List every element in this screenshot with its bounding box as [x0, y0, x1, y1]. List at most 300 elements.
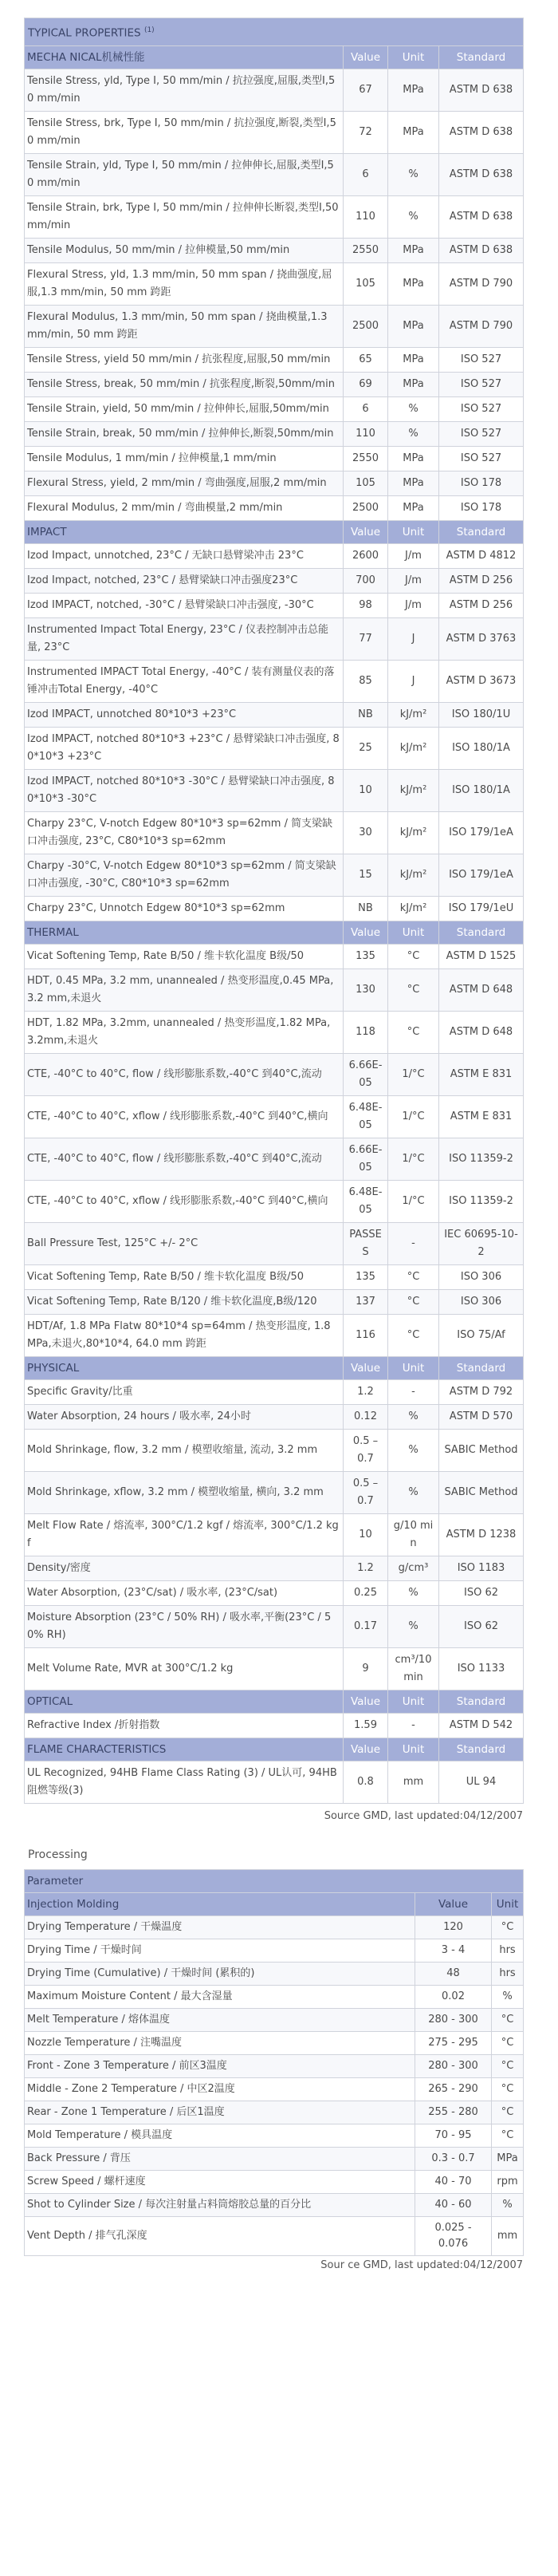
property-value: 15	[344, 854, 388, 896]
property-unit: kJ/m²	[388, 727, 439, 769]
property-name: Mold Shrinkage, flow, 3.2 mm / 模塑收缩量, 流动, 3.2 mm	[25, 1429, 344, 1471]
property-name: Izod Impact, unnotched, 23°C / 无缺口悬臂梁冲击 23°C	[25, 543, 344, 568]
unit-column-header: Unit	[388, 520, 439, 543]
property-standard: ISO 180/1A	[439, 727, 524, 769]
property-unit: g/cm³	[388, 1556, 439, 1580]
property-value: 65	[344, 347, 388, 372]
property-row	[25, 1095, 524, 1138]
property-unit: cm³/10 min	[388, 1647, 439, 1690]
property-value: NB	[344, 896, 388, 921]
property-value: 0.12	[344, 1404, 388, 1429]
unit-column-header: Unit	[388, 1356, 439, 1379]
processing-unit: mm	[492, 2217, 524, 2256]
property-unit: -	[388, 1222, 439, 1264]
property-unit: mm	[388, 1761, 439, 1803]
processing-row	[25, 2009, 524, 2032]
property-value: 1.2	[344, 1379, 388, 1404]
property-value: 116	[344, 1314, 388, 1356]
processing-body	[25, 1870, 524, 2256]
typical-properties-table	[24, 18, 524, 1804]
property-row	[25, 660, 524, 702]
processing-unit: rpm	[492, 2171, 524, 2194]
standard-column-header: Standard	[439, 1738, 524, 1761]
property-row	[25, 1379, 524, 1404]
property-row	[25, 617, 524, 660]
property-standard: ISO 75/Af	[439, 1314, 524, 1356]
processing-row	[25, 1986, 524, 2009]
typical-properties-body	[25, 18, 524, 1804]
unit-column-header: Unit	[388, 1738, 439, 1761]
property-row	[25, 495, 524, 520]
processing-parameter: Mold Temperature / 模具温度	[25, 2124, 415, 2148]
property-unit: %	[388, 1580, 439, 1605]
unit-column-header: Unit	[388, 45, 439, 69]
property-unit: J/m	[388, 543, 439, 568]
property-name: Tensile Strain, brk, Type I, 50 mm/min / 拉伸伸长断裂,类型I,50 mm/min	[25, 195, 344, 238]
value-column-header: Value	[344, 45, 388, 69]
property-value: 110	[344, 195, 388, 238]
property-value: 2500	[344, 305, 388, 347]
property-standard: ASTM D 792	[439, 1379, 524, 1404]
property-value: 6.48E-05	[344, 1180, 388, 1222]
property-standard: ISO 1133	[439, 1647, 524, 1690]
section-header-row	[25, 520, 524, 543]
property-standard: ASTM D 570	[439, 1404, 524, 1429]
property-unit: kJ/m²	[388, 854, 439, 896]
property-unit: °C	[388, 1314, 439, 1356]
property-name: Mold Shrinkage, xflow, 3.2 mm / 模塑收缩量, 横向, 3.2 mm	[25, 1471, 344, 1513]
property-value: 6.66E-05	[344, 1053, 388, 1095]
property-unit: kJ/m²	[388, 702, 439, 727]
processing-parameter: Vent Depth / 排气孔深度	[25, 2217, 415, 2256]
property-value: 6	[344, 396, 388, 421]
property-standard: ASTM D 638	[439, 69, 524, 111]
property-standard: ASTM D 648	[439, 1011, 524, 1053]
property-name: HDT, 0.45 MPa, 3.2 mm, unannealed / 热变形温度,0.45 MPa, 3.2 mm,未退火	[25, 968, 344, 1011]
processing-title: Processing	[28, 1848, 88, 1861]
property-unit: °C	[388, 1011, 439, 1053]
property-row	[25, 1180, 524, 1222]
property-row	[25, 1605, 524, 1647]
property-row	[25, 471, 524, 495]
processing-value: 280 - 300	[415, 2055, 492, 2078]
processing-parameter: Nozzle Temperature / 注嘴温度	[25, 2032, 415, 2055]
property-standard: ISO 179/1eU	[439, 896, 524, 921]
processing-row	[25, 1916, 524, 1939]
processing-parameter: Melt Temperature / 熔体温度	[25, 2009, 415, 2032]
property-standard: ISO 306	[439, 1264, 524, 1289]
typical-properties-title-row	[25, 18, 524, 46]
property-standard: SABIC Method	[439, 1471, 524, 1513]
property-value: 2550	[344, 446, 388, 471]
section-title: THERMAL	[25, 921, 344, 944]
property-name: Moisture Absorption (23°C / 50% RH) / 吸水率,平衡(23°C / 50% RH)	[25, 1605, 344, 1647]
property-name: UL Recognized, 94HB Flame Class Rating (3) / UL认可, 94HB 阻燃等级(3)	[25, 1761, 344, 1803]
property-name: CTE, -40°C to 40°C, xflow / 线形膨胀系数,-40°C 到40°C,横向	[25, 1180, 344, 1222]
property-name: Tensile Strain, yield, 50 mm/min / 拉伸伸长,屈服,50mm/min	[25, 396, 344, 421]
property-unit: kJ/m²	[388, 811, 439, 854]
property-name: Refractive Index /折射指数	[25, 1713, 344, 1738]
property-name: CTE, -40°C to 40°C, flow / 线形膨胀系数,-40°C 到40°C,流动	[25, 1138, 344, 1180]
property-unit: MPa	[388, 471, 439, 495]
property-name: Water Absorption, 24 hours / 吸水率, 24小时	[25, 1404, 344, 1429]
property-row	[25, 347, 524, 372]
property-value: 9	[344, 1647, 388, 1690]
processing-parameter: Back Pressure / 背压	[25, 2148, 415, 2171]
property-value: 10	[344, 1513, 388, 1556]
property-row	[25, 262, 524, 305]
property-row	[25, 1556, 524, 1580]
property-value: 0.25	[344, 1580, 388, 1605]
property-name: Vicat Softening Temp, Rate B/120 / 维卡软化温度,B级/120	[25, 1289, 344, 1314]
property-value: 69	[344, 372, 388, 396]
property-row	[25, 1471, 524, 1513]
property-row	[25, 446, 524, 471]
property-unit: kJ/m²	[388, 769, 439, 811]
property-row	[25, 1264, 524, 1289]
property-standard: ASTM D 638	[439, 111, 524, 153]
processing-row	[25, 2055, 524, 2078]
property-row	[25, 372, 524, 396]
property-value: 25	[344, 727, 388, 769]
processing-row	[25, 2194, 524, 2217]
standard-column-header: Standard	[439, 45, 524, 69]
property-name: Izod IMPACT, notched 80*10*3 -30°C / 悬臂梁缺口冲击强度, 80*10*3 -30°C	[25, 769, 344, 811]
property-name: Melt Flow Rate / 熔流率, 300°C/1.2 kgf / 熔流率, 300°C/1.2 kgf	[25, 1513, 344, 1556]
property-row	[25, 593, 524, 617]
property-unit: J/m	[388, 593, 439, 617]
processing-value: 0.02	[415, 1986, 492, 2009]
processing-unit: hrs	[492, 1939, 524, 1963]
property-value: 98	[344, 593, 388, 617]
property-name: Charpy 23°C, Unnotch Edgew 80*10*3 sp=62mm	[25, 896, 344, 921]
property-standard: ISO 527	[439, 347, 524, 372]
property-unit: 1/°C	[388, 1095, 439, 1138]
property-name: Instrumented Impact Total Energy, 23°C / 仪表控制冲击总能量, 23°C	[25, 617, 344, 660]
processing-value: 275 - 295	[415, 2032, 492, 2055]
property-unit: -	[388, 1713, 439, 1738]
property-row	[25, 811, 524, 854]
property-unit: °C	[388, 1264, 439, 1289]
property-standard: ASTM E 831	[439, 1095, 524, 1138]
value-column-header: Value	[344, 921, 388, 944]
property-standard: ASTM D 256	[439, 568, 524, 593]
processing-parameter: Drying Time / 干燥时间	[25, 1939, 415, 1963]
processing-unit: °C	[492, 2101, 524, 2124]
property-value: 30	[344, 811, 388, 854]
property-name: Tensile Stress, yield 50 mm/min / 抗张程度,屈服,50 mm/min	[25, 347, 344, 372]
property-unit: 1/°C	[388, 1138, 439, 1180]
property-name: Tensile Modulus, 1 mm/min / 拉伸模量,1 mm/min	[25, 446, 344, 471]
property-name: Ball Pressure Test, 125°C +/- 2°C	[25, 1222, 344, 1264]
property-standard: ASTM D 1238	[439, 1513, 524, 1556]
processing-unit: °C	[492, 1916, 524, 1939]
processing-parameter: Middle - Zone 2 Temperature / 中区2温度	[25, 2078, 415, 2101]
processing-parameter: Screw Speed / 螺杆速度	[25, 2171, 415, 2194]
property-standard: ASTM D 3763	[439, 617, 524, 660]
processing-value: 120	[415, 1916, 492, 1939]
property-value: 0.17	[344, 1605, 388, 1647]
property-row	[25, 1011, 524, 1053]
processing-row	[25, 1939, 524, 1963]
property-value: 2500	[344, 495, 388, 520]
processing-header-label: Parameter	[25, 1870, 524, 1893]
property-value: 85	[344, 660, 388, 702]
property-row	[25, 702, 524, 727]
property-name: Flexural Modulus, 1.3 mm/min, 50 mm span / 挠曲模量,1.3 mm/min, 50 mm 跨距	[25, 305, 344, 347]
property-unit: %	[388, 153, 439, 195]
property-unit: MPa	[388, 372, 439, 396]
processing-header-row	[25, 1870, 524, 1893]
property-unit: MPa	[388, 495, 439, 520]
property-value: 118	[344, 1011, 388, 1053]
processing-value: 70 - 95	[415, 2124, 492, 2148]
property-row	[25, 1429, 524, 1471]
property-row	[25, 568, 524, 593]
processing-parameter: Front - Zone 3 Temperature / 前区3温度	[25, 2055, 415, 2078]
property-unit: %	[388, 1429, 439, 1471]
property-unit: °C	[388, 968, 439, 1011]
property-value: 105	[344, 262, 388, 305]
property-unit: %	[388, 1404, 439, 1429]
property-standard: ISO 178	[439, 495, 524, 520]
property-row	[25, 111, 524, 153]
value-column-header: Value	[344, 1690, 388, 1713]
processing-row	[25, 2124, 524, 2148]
source-note-top: Source GMD, last updated:04/12/2007	[324, 1810, 523, 1822]
property-standard: ASTM D 638	[439, 153, 524, 195]
property-row	[25, 1053, 524, 1095]
property-name: Tensile Stress, yld, Type I, 50 mm/min / 抗拉强度,屈服,类型I,50 mm/min	[25, 69, 344, 111]
property-name: Water Absorption, (23°C/sat) / 吸水率, (23°C/sat)	[25, 1580, 344, 1605]
section-title: OPTICAL	[25, 1690, 344, 1713]
processing-row	[25, 2217, 524, 2256]
property-standard: ISO 179/1eA	[439, 811, 524, 854]
property-standard: ISO 178	[439, 471, 524, 495]
property-standard: ISO 62	[439, 1580, 524, 1605]
property-value: 67	[344, 69, 388, 111]
value-column-header: Value	[344, 1356, 388, 1379]
processing-parameter: Drying Temperature / 干燥温度	[25, 1916, 415, 1939]
section-title: FLAME CHARACTERISTICS	[25, 1738, 344, 1761]
unit-column-header: Unit	[388, 1690, 439, 1713]
property-standard: ASTM D 790	[439, 305, 524, 347]
property-unit: J	[388, 660, 439, 702]
processing-value: 265 - 290	[415, 2078, 492, 2101]
property-row	[25, 1314, 524, 1356]
section-header-row	[25, 1690, 524, 1713]
section-header-row	[25, 45, 524, 69]
property-value: 72	[344, 111, 388, 153]
processing-value: 48	[415, 1963, 492, 1986]
property-row	[25, 69, 524, 111]
property-row	[25, 238, 524, 262]
property-unit: MPa	[388, 262, 439, 305]
property-unit: 1/°C	[388, 1053, 439, 1095]
property-value: 110	[344, 421, 388, 446]
processing-row	[25, 2032, 524, 2055]
property-value: 0.8	[344, 1761, 388, 1803]
property-name: HDT/Af, 1.8 MPa Flatw 80*10*4 sp=64mm / 热变形温度, 1.8 MPa,未退火,80*10*4, 64.0 mm 跨距	[25, 1314, 344, 1356]
property-row	[25, 727, 524, 769]
property-name: Izod IMPACT, notched, -30°C / 悬臂梁缺口冲击强度, -30°C	[25, 593, 344, 617]
property-value: 77	[344, 617, 388, 660]
property-standard: IEC 60695-10-2	[439, 1222, 524, 1264]
section-header-row	[25, 921, 524, 944]
property-value: PASSES	[344, 1222, 388, 1264]
property-name: Izod IMPACT, unnotched 80*10*3 +23°C	[25, 702, 344, 727]
property-standard: ISO 11359-2	[439, 1138, 524, 1180]
processing-value: 255 - 280	[415, 2101, 492, 2124]
property-value: 105	[344, 471, 388, 495]
property-value: 700	[344, 568, 388, 593]
property-row	[25, 769, 524, 811]
property-unit: J/m	[388, 568, 439, 593]
property-row	[25, 1713, 524, 1738]
processing-row	[25, 2101, 524, 2124]
property-name: Tensile Stress, break, 50 mm/min / 抗张程度,断裂,50mm/min	[25, 372, 344, 396]
property-standard: ISO 527	[439, 372, 524, 396]
property-standard: UL 94	[439, 1761, 524, 1803]
property-name: Izod IMPACT, notched 80*10*3 +23°C / 悬臂梁缺口冲击强度, 80*10*3 +23°C	[25, 727, 344, 769]
property-row	[25, 1404, 524, 1429]
property-value: 130	[344, 968, 388, 1011]
standard-column-header: Standard	[439, 1356, 524, 1379]
property-value: 0.5 – 0.7	[344, 1471, 388, 1513]
property-name: Instrumented IMPACT Total Energy, -40°C / 装有测量仪表的落锤冲击Total Energy, -40°C	[25, 660, 344, 702]
property-row	[25, 153, 524, 195]
processing-value-header: Value	[415, 1893, 492, 1916]
property-row	[25, 1222, 524, 1264]
property-standard: ASTM D 638	[439, 238, 524, 262]
property-value: 6.48E-05	[344, 1095, 388, 1138]
processing-parameter: Rear - Zone 1 Temperature / 后区1温度	[25, 2101, 415, 2124]
section-title: PHYSICAL	[25, 1356, 344, 1379]
property-row	[25, 1289, 524, 1314]
processing-unit: %	[492, 1986, 524, 2009]
property-value: 6.66E-05	[344, 1138, 388, 1180]
property-row	[25, 1580, 524, 1605]
property-standard: ASTM D 256	[439, 593, 524, 617]
property-name: Tensile Modulus, 50 mm/min / 拉伸模量,50 mm/min	[25, 238, 344, 262]
property-row	[25, 305, 524, 347]
property-row	[25, 944, 524, 968]
property-row	[25, 543, 524, 568]
property-unit: MPa	[388, 111, 439, 153]
property-unit: 1/°C	[388, 1180, 439, 1222]
property-standard: ASTM E 831	[439, 1053, 524, 1095]
property-standard: ISO 179/1eA	[439, 854, 524, 896]
processing-unit: °C	[492, 2009, 524, 2032]
section-header-row	[25, 1738, 524, 1761]
processing-value: 0.025 - 0.076	[415, 2217, 492, 2256]
property-name: Charpy -30°C, V-notch Edgew 80*10*3 sp=62mm / 简支梁缺口冲击强度, -30°C, C80*10*3 sp=62mm	[25, 854, 344, 896]
property-standard: ASTM D 648	[439, 968, 524, 1011]
value-column-header: Value	[344, 1738, 388, 1761]
property-value: 0.5 – 0.7	[344, 1429, 388, 1471]
processing-row	[25, 2078, 524, 2101]
processing-unit: °C	[492, 2055, 524, 2078]
property-value: NB	[344, 702, 388, 727]
property-standard: ASTM D 790	[439, 262, 524, 305]
property-unit: %	[388, 396, 439, 421]
processing-section-row	[25, 1893, 524, 1916]
property-unit: kJ/m²	[388, 896, 439, 921]
property-unit: °C	[388, 1289, 439, 1314]
property-unit: MPa	[388, 347, 439, 372]
property-name: Tensile Strain, break, 50 mm/min / 拉伸伸长,断裂,50mm/min	[25, 421, 344, 446]
property-name: Izod Impact, notched, 23°C / 悬臂梁缺口冲击强度23°C	[25, 568, 344, 593]
processing-row	[25, 2148, 524, 2171]
property-row	[25, 968, 524, 1011]
unit-column-header: Unit	[388, 921, 439, 944]
processing-row	[25, 1963, 524, 1986]
property-name: Specific Gravity/比重	[25, 1379, 344, 1404]
property-standard: ASTM D 542	[439, 1713, 524, 1738]
property-unit: MPa	[388, 305, 439, 347]
property-unit: -	[388, 1379, 439, 1404]
section-title: MECHA NICAL机械性能	[25, 45, 344, 69]
property-standard: ISO 306	[439, 1289, 524, 1314]
property-unit: %	[388, 195, 439, 238]
standard-column-header: Standard	[439, 520, 524, 543]
property-row	[25, 1513, 524, 1556]
property-standard: ASTM D 3673	[439, 660, 524, 702]
property-value: 1.2	[344, 1556, 388, 1580]
property-standard: ASTM D 4812	[439, 543, 524, 568]
property-row	[25, 854, 524, 896]
processing-row	[25, 2171, 524, 2194]
processing-section-name: Injection Molding	[25, 1893, 415, 1916]
property-value: 6	[344, 153, 388, 195]
property-unit: %	[388, 421, 439, 446]
processing-unit: hrs	[492, 1963, 524, 1986]
typical-properties-title-text: TYPICAL PROPERTIES	[28, 26, 141, 40]
property-value: 2600	[344, 543, 388, 568]
property-value: 1.59	[344, 1713, 388, 1738]
property-name: Tensile Stress, brk, Type I, 50 mm/min / 抗拉强度,断裂,类型I,50 mm/min	[25, 111, 344, 153]
processing-value: 0.3 - 0.7	[415, 2148, 492, 2171]
property-name: Flexural Stress, yield, 2 mm/min / 弯曲强度,屈服,2 mm/min	[25, 471, 344, 495]
property-name: Flexural Stress, yld, 1.3 mm/min, 50 mm span / 挠曲强度,屈服,1.3 mm/min, 50 mm 跨距	[25, 262, 344, 305]
property-row	[25, 1647, 524, 1690]
standard-column-header: Standard	[439, 921, 524, 944]
property-value: 135	[344, 944, 388, 968]
processing-unit: MPa	[492, 2148, 524, 2171]
property-standard: ISO 527	[439, 396, 524, 421]
property-row	[25, 896, 524, 921]
section-header-row	[25, 1356, 524, 1379]
property-row	[25, 396, 524, 421]
processing-unit: °C	[492, 2124, 524, 2148]
typical-properties-note: (1)	[143, 26, 155, 34]
property-unit: MPa	[388, 238, 439, 262]
property-name: CTE, -40°C to 40°C, xflow / 线形膨胀系数,-40°C 到40°C,横向	[25, 1095, 344, 1138]
standard-column-header: Standard	[439, 1690, 524, 1713]
processing-parameter: Maximum Moisture Content / 最大含湿量	[25, 1986, 415, 2009]
property-standard: ISO 62	[439, 1605, 524, 1647]
property-standard: ISO 527	[439, 446, 524, 471]
processing-unit: °C	[492, 2032, 524, 2055]
property-value: 137	[344, 1289, 388, 1314]
property-name: CTE, -40°C to 40°C, flow / 线形膨胀系数,-40°C 到40°C,流动	[25, 1053, 344, 1095]
property-standard: ASTM D 1525	[439, 944, 524, 968]
value-column-header: Value	[344, 520, 388, 543]
property-unit: MPa	[388, 446, 439, 471]
property-standard: ISO 180/1A	[439, 769, 524, 811]
property-row	[25, 195, 524, 238]
property-name: Vicat Softening Temp, Rate B/50 / 维卡软化温度 B级/50	[25, 944, 344, 968]
